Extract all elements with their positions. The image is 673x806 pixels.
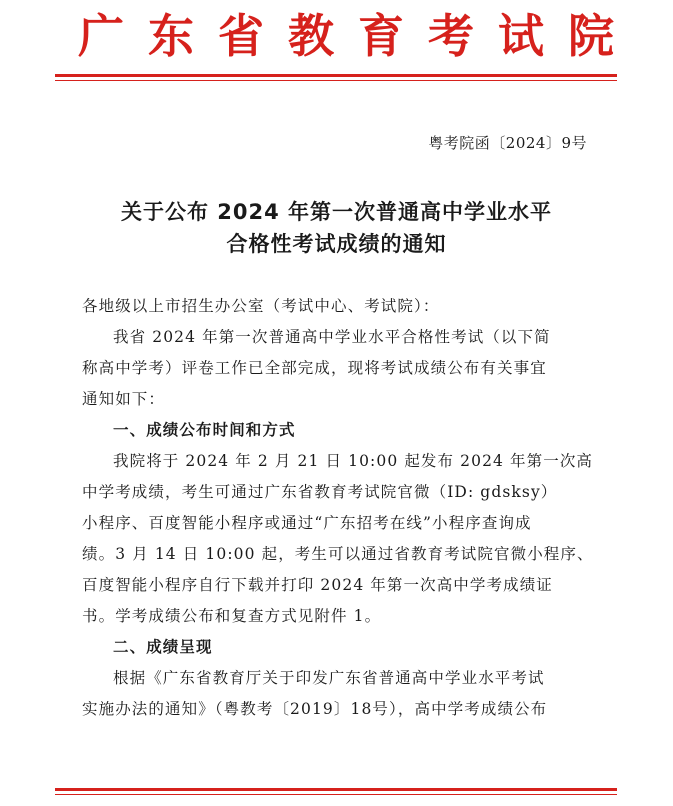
intro-line: 通知如下：: [82, 390, 166, 408]
masthead-org-name: 广东省教育考试院: [78, 9, 638, 63]
intro-line: 我省 2024 年第一次普通高中学业水平合格性考试（以下简: [113, 328, 551, 346]
addressee-line: 各地级以上市招生办公室（考试中心、考试院）：: [82, 297, 440, 315]
footer-rule-thick: [55, 788, 617, 791]
footer-rule-thin: [55, 794, 617, 795]
masthead-rule-thin: [55, 80, 617, 81]
masthead-rule-thick: [55, 74, 617, 77]
document-title-line-1: 关于公布 2024 年第一次普通高中学业水平: [120, 200, 553, 224]
section-1-line: 我院将于 2024 年 2 月 21 日 10:00 起发布 2024 年第一次高: [113, 452, 594, 470]
document-title-line-2: 合格性考试成绩的通知: [226, 232, 447, 256]
section-1-heading: 一、成绩公布时间和方式: [113, 421, 296, 439]
section-2-heading: 二、成绩呈现: [113, 638, 213, 656]
intro-line: 称高中学考）评卷工作已全部完成，现将考试成绩公布有关事宜: [82, 359, 547, 377]
section-2-line: 实施办法的通知》（粤教考〔2019〕18号），高中学考成绩公布: [82, 700, 548, 718]
document-number: 粤考院函〔2024〕9号: [428, 134, 587, 152]
masthead: [0, 0, 673, 80]
section-1-line: 百度智能小程序自行下载并打印 2024 年第一次高中学考成绩证: [82, 576, 553, 594]
section-1-line: 书。学考成绩公布和复查方式见附件 1。: [82, 607, 382, 625]
section-1-line: 小程序、百度智能小程序或通过“广东招考在线”小程序查询成: [82, 514, 532, 532]
section-1-line: 中学考成绩，考生可通过广东省教育考试院官微（ID: gdsksy）: [82, 483, 558, 501]
document-body: [82, 291, 598, 725]
section-1-line: 绩。3 月 14 日 10:00 起，考生可以通过省教育考试院官微小程序、: [82, 545, 594, 563]
section-2-line: 根据《广东省教育厅关于印发广东省普通高中学业水平考试: [113, 669, 545, 687]
